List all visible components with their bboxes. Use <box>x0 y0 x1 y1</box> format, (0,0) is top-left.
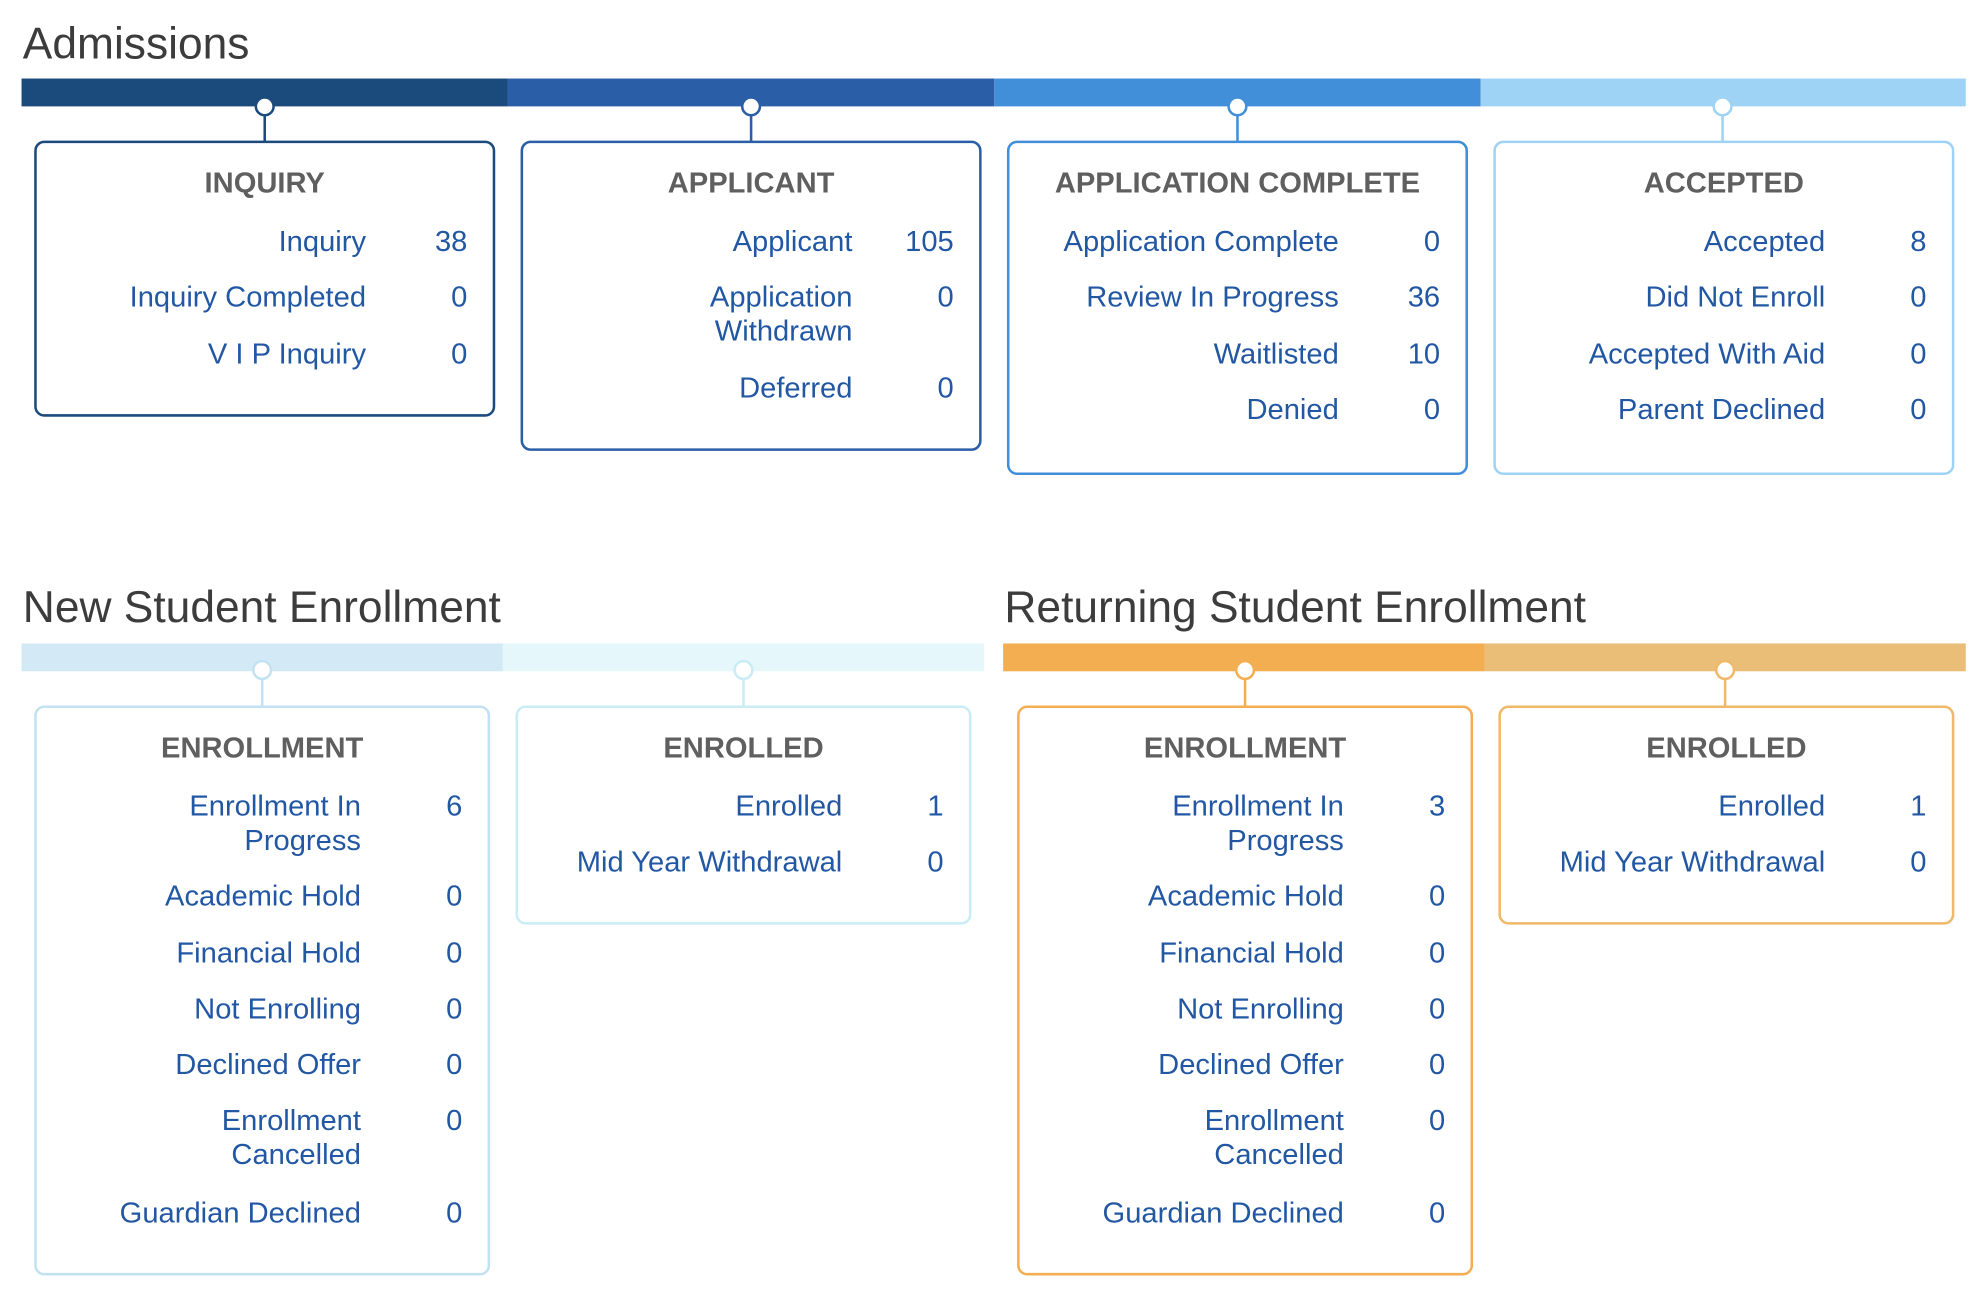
returning-guardian-declined-label[interactable]: Guardian Declined <box>1102 1195 1344 1229</box>
new-mid-year-withdrawal-label[interactable]: Mid Year Withdrawal <box>576 844 843 878</box>
applicant-label[interactable]: Applicant <box>732 224 853 258</box>
waitlisted-label[interactable]: Waitlisted <box>1213 336 1339 370</box>
new-enrollment-card <box>34 705 490 1275</box>
returning-enrolled-count[interactable]: 1 <box>1910 789 1927 823</box>
returning-declined-offer-label[interactable]: Declined Offer <box>1158 1047 1344 1081</box>
new-academic-hold-count[interactable]: 0 <box>446 879 463 912</box>
new-not-enrolling-label[interactable]: Not Enrolling <box>194 991 361 1025</box>
new-financial-hold-count[interactable]: 0 <box>446 936 463 969</box>
inquiry-label[interactable]: Inquiry <box>278 224 367 258</box>
inquiry-card-title: INQUIRY <box>204 165 325 199</box>
returning-guardian-declined-count[interactable]: 0 <box>1428 1195 1446 1229</box>
application-complete-card <box>1007 141 1468 475</box>
new-enrollment-in-progress-label[interactable]: Enrollment In Progress <box>189 789 361 857</box>
new-enrolled-card-title: ENROLLED <box>663 730 824 764</box>
application-complete-count[interactable]: 0 <box>1423 224 1441 258</box>
new-enrolled-label[interactable]: Enrolled <box>735 789 843 823</box>
parent-declined-label[interactable]: Parent Declined <box>1617 392 1826 426</box>
returning-enrollment-in-progress-count[interactable]: 3 <box>1428 789 1446 823</box>
vip-inquiry-label[interactable]: V I P Inquiry <box>207 336 367 370</box>
new-enrollment-cancelled-count[interactable]: 0 <box>446 1103 463 1137</box>
accepted-with-aid-count[interactable]: 0 <box>1910 336 1927 370</box>
returning-not-enrolling-label[interactable]: Not Enrolling <box>1177 991 1344 1025</box>
review-in-progress-count[interactable]: 36 <box>1407 279 1441 313</box>
new-enrollment-in-progress-count[interactable]: 6 <box>446 789 463 823</box>
inquiry-node-icon <box>255 96 275 116</box>
did-not-enroll-count[interactable]: 0 <box>1910 279 1927 313</box>
vip-inquiry-count[interactable]: 0 <box>451 336 468 370</box>
inquiry-card <box>34 141 495 417</box>
accepted-card <box>1493 141 1954 475</box>
application-complete-node-icon <box>1227 96 1247 116</box>
returning-enrollment-title: Returning Student Enrollment <box>1004 582 1586 633</box>
new-enrolled-count[interactable]: 1 <box>927 789 944 823</box>
application-withdrawn-count[interactable]: 0 <box>937 279 954 313</box>
new-academic-hold-label[interactable]: Academic Hold <box>165 879 361 912</box>
applicant-count[interactable]: 105 <box>905 224 954 258</box>
returning-enrolled-node-icon <box>1715 660 1735 680</box>
new-enrollment-card-title: ENROLLMENT <box>161 730 364 764</box>
accepted-card-title: ACCEPTED <box>1643 165 1804 199</box>
applicant-card <box>521 141 982 451</box>
inquiry-completed-count[interactable]: 0 <box>451 279 468 313</box>
returning-declined-offer-count[interactable]: 0 <box>1428 1047 1446 1081</box>
inquiry-count[interactable]: 38 <box>434 224 468 258</box>
returning-not-enrolling-count[interactable]: 0 <box>1428 991 1446 1025</box>
application-complete-card-title: APPLICATION COMPLETE <box>1054 165 1421 199</box>
deferred-label[interactable]: Deferred <box>739 371 853 405</box>
accepted-node-icon <box>1712 96 1732 116</box>
returning-enrolled-card <box>1498 705 1954 924</box>
new-enrolled-card <box>516 705 972 924</box>
inquiry-completed-label[interactable]: Inquiry Completed <box>129 279 367 313</box>
returning-academic-hold-count[interactable]: 0 <box>1428 879 1446 912</box>
returning-mid-year-withdrawal-label[interactable]: Mid Year Withdrawal <box>1559 844 1826 878</box>
review-in-progress-label[interactable]: Review In Progress <box>1086 279 1339 313</box>
deferred-count[interactable]: 0 <box>937 371 954 405</box>
returning-enrollment-cancelled-count[interactable]: 0 <box>1428 1103 1446 1137</box>
new-declined-offer-label[interactable]: Declined Offer <box>175 1047 361 1081</box>
application-complete-label[interactable]: Application Complete <box>1063 224 1339 258</box>
waitlisted-count[interactable]: 10 <box>1407 336 1441 370</box>
accepted-label[interactable]: Accepted <box>1703 224 1826 258</box>
returning-enrolled-label[interactable]: Enrolled <box>1718 789 1826 823</box>
returning-financial-hold-count[interactable]: 0 <box>1428 936 1446 969</box>
denied-count[interactable]: 0 <box>1423 392 1441 426</box>
returning-financial-hold-label[interactable]: Financial Hold <box>1159 936 1344 969</box>
applicant-card-title: APPLICANT <box>667 165 835 199</box>
new-declined-offer-count[interactable]: 0 <box>446 1047 463 1081</box>
application-withdrawn-label[interactable]: Application Withdrawn <box>709 279 853 348</box>
returning-enrollment-node-icon <box>1235 660 1255 680</box>
returning-mid-year-withdrawal-count[interactable]: 0 <box>1910 844 1927 878</box>
applicant-node-icon <box>741 96 761 116</box>
returning-enrollment-in-progress-label[interactable]: Enrollment In Progress <box>1172 789 1344 857</box>
accepted-with-aid-label[interactable]: Accepted With Aid <box>1588 336 1826 370</box>
new-mid-year-withdrawal-count[interactable]: 0 <box>927 844 944 878</box>
returning-enrolled-card-title: ENROLLED <box>1646 730 1807 764</box>
parent-declined-count[interactable]: 0 <box>1910 392 1927 426</box>
returning-enrollment-card <box>1017 705 1473 1275</box>
new-enrollment-cancelled-label[interactable]: Enrollment Cancelled <box>221 1103 361 1171</box>
new-not-enrolling-count[interactable]: 0 <box>446 991 463 1025</box>
returning-academic-hold-label[interactable]: Academic Hold <box>1147 879 1344 912</box>
new-enrolled-node-icon <box>733 660 753 680</box>
new-enrollment-title: New Student Enrollment <box>22 582 501 633</box>
did-not-enroll-label[interactable]: Did Not Enroll <box>1645 279 1826 313</box>
returning-enrollment-card-title: ENROLLMENT <box>1143 730 1347 764</box>
admissions-title: Admissions <box>22 18 250 69</box>
new-guardian-declined-label[interactable]: Guardian Declined <box>119 1195 361 1229</box>
new-guardian-declined-count[interactable]: 0 <box>446 1195 463 1229</box>
new-enrollment-node-icon <box>252 660 272 680</box>
accepted-count[interactable]: 8 <box>1910 224 1927 258</box>
new-financial-hold-label[interactable]: Financial Hold <box>176 936 361 969</box>
denied-label[interactable]: Denied <box>1246 392 1339 426</box>
returning-enrollment-cancelled-label[interactable]: Enrollment Cancelled <box>1204 1103 1344 1171</box>
